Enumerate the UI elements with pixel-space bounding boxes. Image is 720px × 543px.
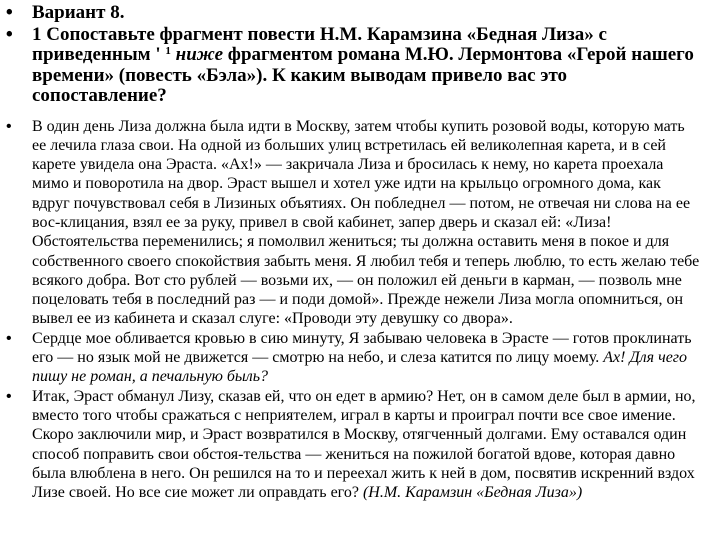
paragraph-1-text: В один день Лиза должна была идти в Москву, затем чтобы купить розовой воды, которую мать ее лечила глаза свои. На одной из больших улиц встретилась ей великолепная карета, и в сей карете увидела она Эраста. «Ах!» — закричала Лиза и бросилась к нему, но карета проехала мимо и поворотила на двор. Эраст вышел и хотел уже идти на крыльцо огромного дома, как вдруг почувствовал себя в Лизиных объятиях. Он побледнел — потом, не отвечая ни слова на ее вос-клицания, взял ее за руку, привел в свой кабинет, запер дверь и сказал ей: «Лиза! Обстоятельства переменились; я помолвил жениться; ты должна оставить меня в покое и для собственного своего спокойствия забыть меня. Я любил тебя и теперь люблю, то есть желаю тебе всякого добра. Вот сто рублей — возьми их, — он положил ей деньги в карман, — позволь мне поцеловать тебя в последний раз — и поди домой». Прежде нежели Лиза могла опомниться, он вывел ее из кабинета и сказал слуге: «Проводи эту девушку со двора».	[32, 117, 700, 328]
variant-label: Вариант 8.	[32, 2, 125, 23]
paragraph-2-text: Сердце мое обливается кровью в сию минуту, Я забываю человека в Эрасте — готов проклинать его — но язык мой не движется — смотрю на небо, и слеза катится по лицу моему.	[32, 329, 692, 367]
paragraph-2-italic: Ах! Для чего пишу не роман, а печальную быль?	[32, 349, 688, 386]
paragraph-3-text: Итак, Эраст обманул Лизу, сказав ей, что он едет в армию? Нет, он в самом деле был в армии, но, вместо того чтобы сражаться с неприятелем, играл в карты и проиграл почти все свое имение. Скоро заключили мир, и Эраст возвратился в Москву, отягченный долгами. Ему оставался один способ поправить свои обстоя-тельства — жениться на пожилой богатой вдове, которая давно была влюблена в него. Он решился на то и переехал жить к ней в дом, посвятив искренний вздох Лизе своей. Но все сие может ли оправдать его?	[32, 387, 696, 502]
task-superscript: 1	[165, 45, 171, 57]
task-question	[0, 25, 720, 107]
task-text-part3: фрагментом романа М.Ю. Лермонтова «Герой нашего времени» (повесть «Бэла»). К каким выводам привело вас это сопоставление?	[32, 44, 694, 106]
paragraph-3	[0, 387, 720, 503]
variant-title	[0, 3, 720, 24]
task-text-italic: ниже	[175, 44, 224, 65]
paragraph-2	[0, 329, 720, 387]
citation: (Н.М. Карамзин «Бедная Лиза»)	[362, 484, 583, 502]
bullet-list	[0, 3, 720, 502]
slide	[0, 3, 720, 543]
paragraph-1	[0, 117, 720, 329]
task-text-part1: 1 Сопоставьте фрагмент повести Н.М. Карамзина «Бедная Лиза» с приведенным '	[32, 23, 607, 65]
